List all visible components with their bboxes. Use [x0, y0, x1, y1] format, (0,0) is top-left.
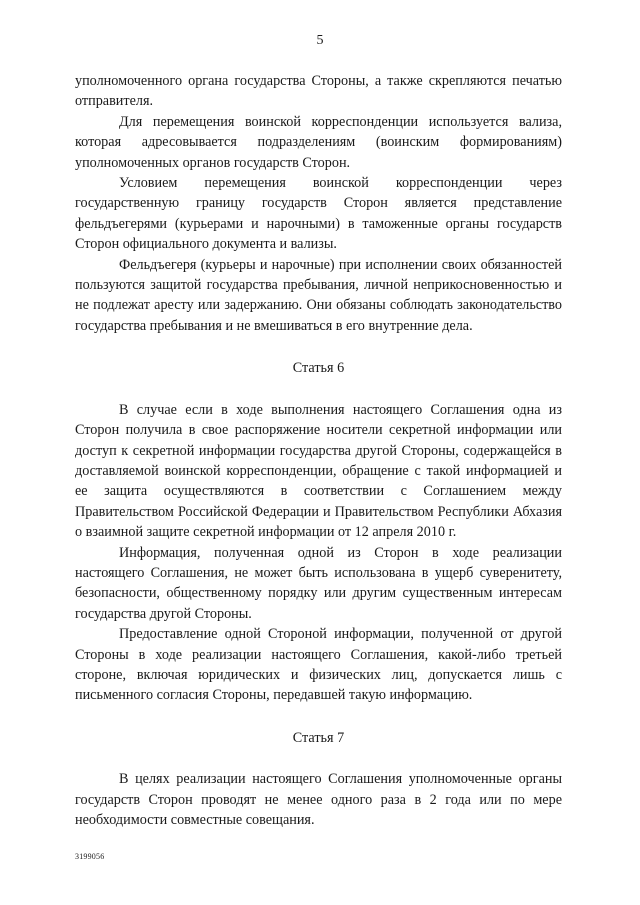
paragraph-third-party: Предоставление одной Стороной информации, полученной от другой Стороны в ходе реализации настоящего Соглашения, какой-либо третьей стороне, включая юридических и физических лиц, допускается лишь с письменного согласия Стороны, передавшей такую информацию. [75, 626, 562, 704]
document-body [75, 71, 562, 830]
page-number: 5 [316, 33, 324, 48]
document-code: 3199056 [75, 852, 105, 861]
paragraph-information-use: Информация, полученная одной из Сторон в ходе реализации настоящего Соглашения, не может быть использована в ущерб суверенитету, безопасности, общественному порядку или другим существенным интересам государства другой Стороны. [75, 544, 562, 622]
paragraph-border-crossing: Условием перемещения воинской корреспонденции через государственную границу государств Сторон является представление фельдъегерями (курьерами и нарочными) в таможенные органы государств Сторон официального документа и вализы. [75, 175, 562, 253]
paragraph-joint-meetings: В целях реализации настоящего Соглашения уполномоченные органы государств Сторон проводят не менее одного раза в 2 года или по мере необходимости совместные совещания. [75, 771, 562, 828]
paragraph-continuation: уполномоченного органа государства Стороны, а также скрепляются печатью отправителя. [75, 73, 562, 110]
article-7-heading: Статья 7 [292, 729, 345, 746]
paragraph-courier-protection: Фельдъегеря (курьеры и нарочные) при исполнении своих обязанностей пользуются защитой государства пребывания, личной неприкосновенностью и не подлежат аресту или задержанию. Они обязаны соблюдать законодательство государства пребывания и не вмешиваться в его внутренние дела. [75, 256, 562, 334]
article-6-heading: Статья 6 [292, 360, 345, 377]
paragraph-secret-information: В случае если в ходе выполнения настоящего Соглашения одна из Сторон получила в свое распоряжение носители секретной информации или доступ к секретной информации государства другой Стороны, содержащейся в доставляемой воинской корреспонденции, обращение с такой информацией и ее защита осуществляются в соответствии с Соглашением между Правительством Российской Федерации и Правительством Республики Абхазия о взаимной защите секретной информации от 12 апреля 2010 г. [75, 401, 562, 541]
paragraph-valise: Для перемещения воинской корреспонденции используется вализа, которая адресовывается подразделениям (воинским формированиям) уполномоченных органов государств Сторон. [75, 113, 562, 171]
